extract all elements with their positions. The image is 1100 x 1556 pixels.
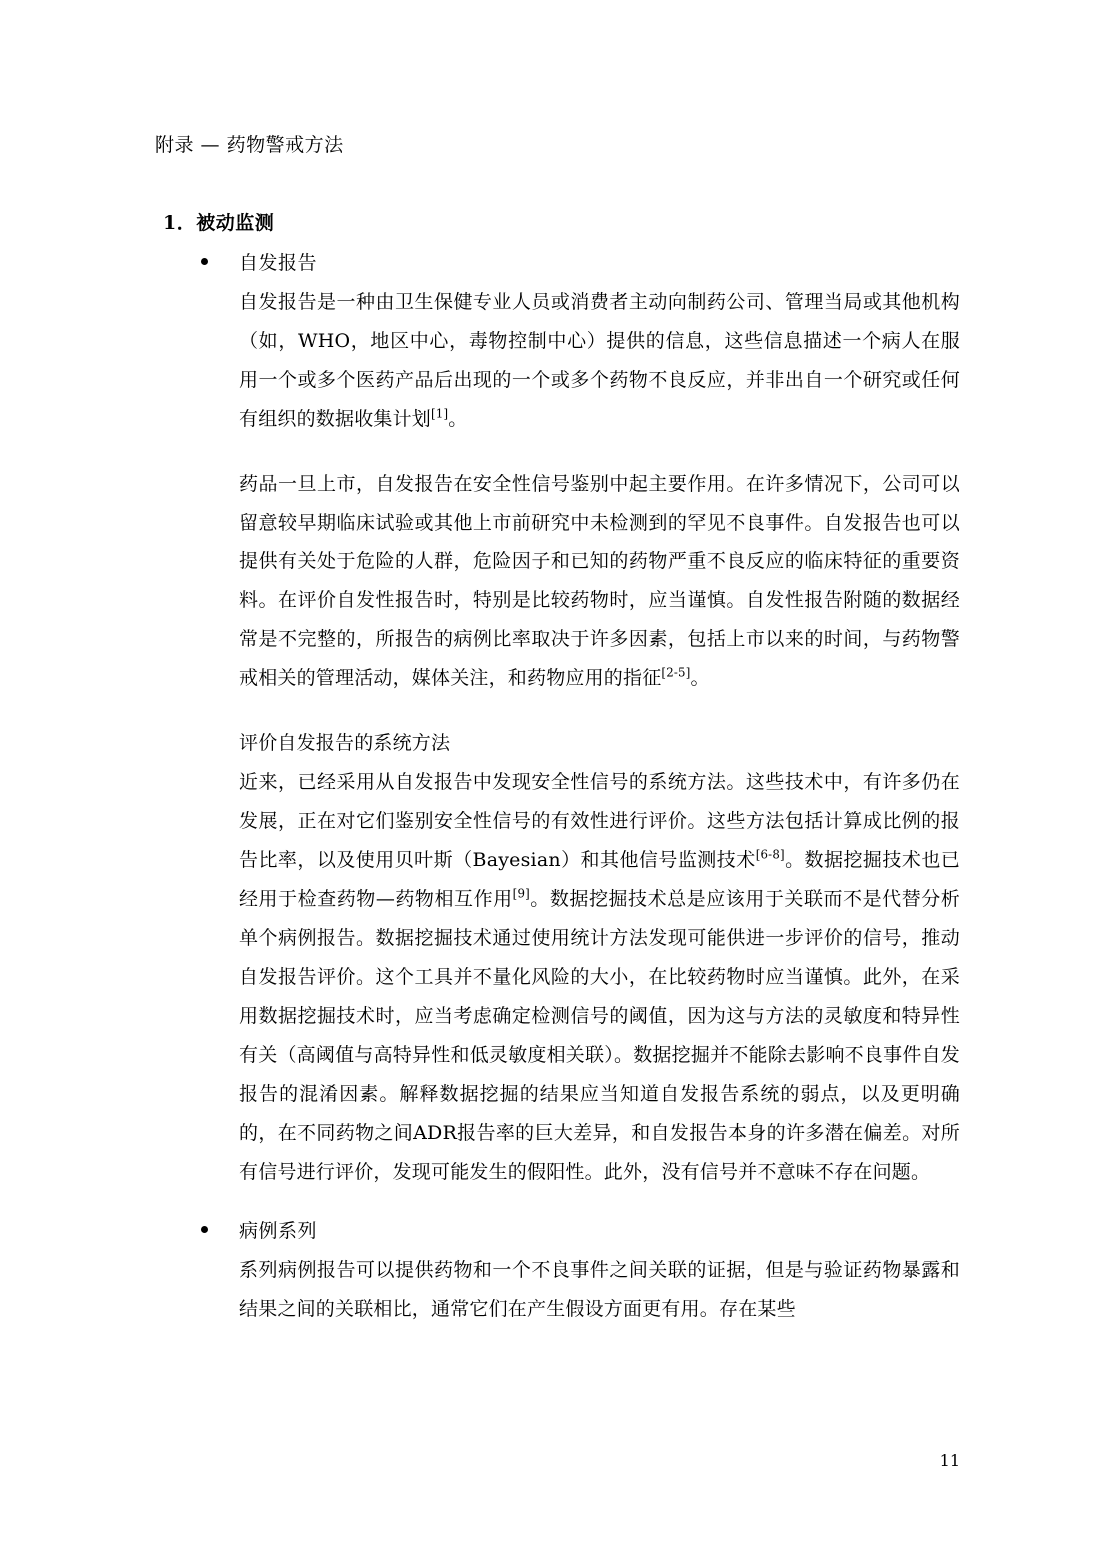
section-heading bbox=[163, 208, 960, 235]
paragraph-systematic-methods bbox=[239, 763, 960, 1191]
paragraph-spontaneous-definition bbox=[239, 283, 960, 439]
paragraph-text: 自发报告是一种由卫生保健专业人员或消费者主动向制药公司、管理当局或其他机构（如，WHO，地区中心，毒物控制中心）提供的信息，这些信息描述一个病人在服用一个或多个医药产品后出现的一个或多个药物不良反应，并非出自一个研究或任何有组织的数据收集计划 bbox=[239, 290, 960, 430]
bullet-dot-icon bbox=[201, 258, 208, 265]
bullet-title: 自发报告 bbox=[239, 252, 318, 275]
subsection-title: 评价自发报告的系统方法 bbox=[239, 732, 451, 755]
bullet-dot-icon bbox=[201, 1226, 208, 1233]
section-title: 被动监测 bbox=[196, 212, 275, 235]
paragraph-post-marketing bbox=[239, 465, 960, 699]
paragraph-text: 药品一旦上市，自发报告在安全性信号鉴别中起主要作用。在许多情况下，公司可以留意较早期临床试验或其他上市前研究中未检测到的罕见不良事件。自发报告也可以提供有关处于危险的人群，危险因子和已知的药物严重不良反应的临床特征的重要资料。在评价自发性报告时，特别是比较药物时，应当谨慎。自发性报告附随的数据经常是不完整的，所报告的病例比率取决于许多因素，包括上市以来的时间，与药物警戒相关的管理活动，媒体关注，和药物应用的指征 bbox=[239, 472, 960, 690]
paragraph-text-part-2: 。数据挖掘技术也已经用于检查药物—药物相互作用 bbox=[239, 849, 960, 910]
paragraph-text-part-3: 。数据挖掘技术总是应该用于关联而不是代替分析单个病例报告。数据挖掘技术通过使用统计方法发现可能供进一步评价的信号，推动自发报告评价。这个工具并不量化风险的大小，在比较药物时应当谨慎。此外，在采用数据挖掘技术时，应当考虑确定检测信号的阈值，因为这与方法的灵敏度和特异性有关（高阈值与高特异性和低灵敏度相关联）。数据挖掘并不能除去影响不良事件自发报告的混淆因素。解释数据挖掘的结果应当知道自发报告系统的弱点，以及更明确的，在不同药物之间ADR报告率的巨大差异，和自发报告本身的许多潜在偏差。对所有信号进行评价，发现可能发生的假阳性。此外，没有信号并不意味不存在问题。 bbox=[239, 887, 960, 1183]
bullet-item-case-series bbox=[195, 1217, 960, 1328]
document-header: 附录 — 药物警戒方法 bbox=[155, 134, 344, 156]
bullet-title: 病例系列 bbox=[239, 1220, 318, 1243]
section-number: 1． bbox=[163, 212, 197, 235]
page-number: 11 bbox=[939, 1451, 960, 1470]
paragraph-tail: 。 bbox=[448, 407, 468, 430]
bullet-item-spontaneous-reporting bbox=[195, 249, 960, 1191]
reference-marker: [2-5] bbox=[661, 665, 691, 680]
paragraph-case-series: 系列病例报告可以提供药物和一个不良事件之间关联的证据，但是与验证药物暴露和结果之间的关联相比，通常它们在产生假设方面更有用。存在某些 bbox=[239, 1258, 960, 1320]
reference-marker: [1] bbox=[431, 406, 449, 421]
paragraph-tail: 。 bbox=[690, 667, 710, 690]
reference-marker: [9] bbox=[512, 886, 530, 901]
paragraph-text-part-1: 近来，已经采用从自发报告中发现安全性信号的系统方法。这些技术中，有许多仍在发展，正在对它们鉴别安全性信号的有效性进行评价。这些方法包括计算成比例的报告比率，以及使用贝叶斯（Bayesian）和其他信号监测技术 bbox=[239, 771, 960, 872]
reference-marker: [6-8] bbox=[755, 847, 785, 862]
